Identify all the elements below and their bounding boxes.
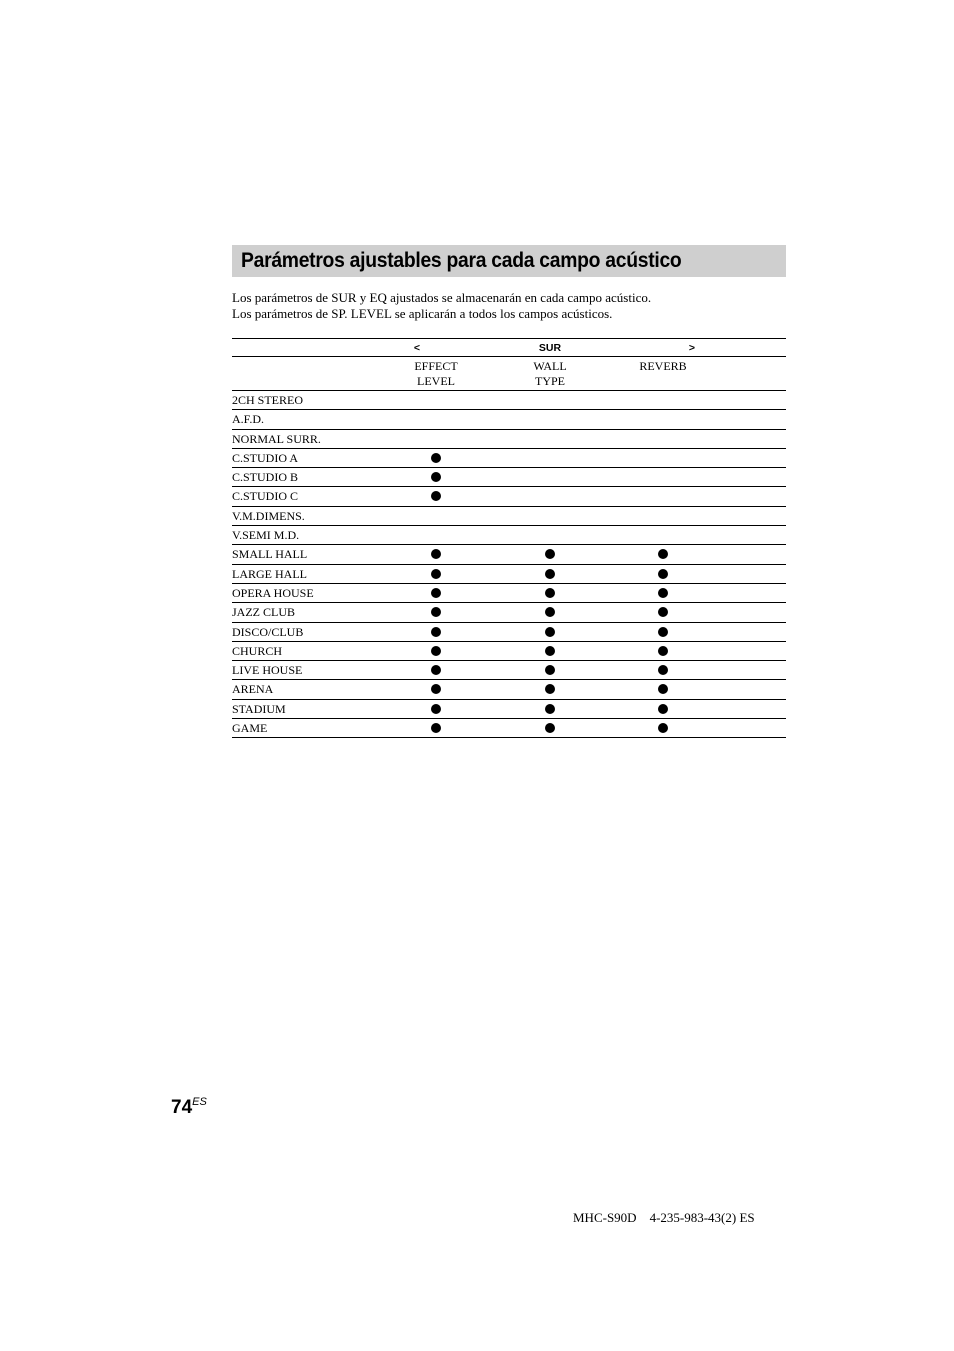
adjustable-dot-icon xyxy=(658,588,668,598)
adjustable-dot-icon xyxy=(658,684,668,694)
column-header-line: WALL xyxy=(533,359,567,373)
sound-field-label: STADIUM xyxy=(232,701,286,716)
intro-text xyxy=(232,290,651,322)
adjustable-dot-icon xyxy=(431,684,441,694)
table-row xyxy=(232,565,786,584)
table-row xyxy=(232,719,786,738)
table-row xyxy=(232,468,786,487)
table-row xyxy=(232,430,786,449)
adjustable-dot-icon xyxy=(545,684,555,694)
adjustable-dot-icon xyxy=(431,607,441,617)
adjustable-dot-icon xyxy=(431,472,441,482)
adjustable-dot-icon xyxy=(431,665,441,675)
table-row xyxy=(232,661,786,680)
sound-field-label: A.F.D. xyxy=(232,412,265,427)
adjustable-dot-icon xyxy=(658,646,668,656)
sound-field-label: CHURCH xyxy=(232,643,283,658)
table-row xyxy=(232,584,786,603)
table-body xyxy=(232,391,786,738)
adjustable-dot-icon xyxy=(431,569,441,579)
adjustable-dot-icon xyxy=(658,704,668,714)
sound-field-label: LIVE HOUSE xyxy=(232,663,303,678)
section-title: Parámetros ajustables para cada campo acústico xyxy=(241,249,682,272)
table-row xyxy=(232,603,786,622)
sound-field-label: ARENA xyxy=(232,682,274,697)
column-header-line: REVERB xyxy=(639,359,687,373)
table-row xyxy=(232,642,786,661)
intro-line: Los parámetros de SP. LEVEL se aplicarán a todos los campos acústicos. xyxy=(232,306,613,321)
adjustable-dot-icon xyxy=(658,665,668,675)
table-row xyxy=(232,487,786,506)
sur-group-header xyxy=(232,339,786,357)
adjustable-dot-icon xyxy=(545,549,555,559)
sound-field-label: LARGE HALL xyxy=(232,566,307,581)
adjustable-dot-icon xyxy=(658,607,668,617)
adjustable-dot-icon xyxy=(545,665,555,675)
adjustable-dot-icon xyxy=(658,549,668,559)
adjustable-dot-icon xyxy=(431,704,441,714)
table-row xyxy=(232,449,786,468)
sound-field-label: C.STUDIO B xyxy=(232,470,299,485)
table-row xyxy=(232,680,786,699)
adjustable-dot-icon xyxy=(431,491,441,501)
sound-field-label: JAZZ CLUB xyxy=(232,605,295,620)
adjustable-dot-icon xyxy=(545,569,555,579)
column-header-line: LEVEL xyxy=(417,374,455,388)
table-row xyxy=(232,507,786,526)
adjustable-dot-icon xyxy=(431,627,441,637)
sound-field-label: GAME xyxy=(232,721,268,736)
sound-field-label: V.SEMI M.D. xyxy=(232,528,300,543)
column-header-wall-type xyxy=(533,359,566,389)
page-number xyxy=(171,1097,207,1119)
group-left-bracket: < xyxy=(413,342,421,354)
adjustable-dot-icon xyxy=(658,723,668,733)
column-header-effect-level xyxy=(414,359,457,389)
section-heading xyxy=(232,245,786,277)
sound-field-label: 2CH STEREO xyxy=(232,393,304,407)
adjustable-dot-icon xyxy=(545,723,555,733)
adjustable-dot-icon xyxy=(431,646,441,656)
table-row xyxy=(232,700,786,719)
adjustable-dot-icon xyxy=(658,627,668,637)
adjustable-dot-icon xyxy=(431,723,441,733)
adjustable-dot-icon xyxy=(545,646,555,656)
sound-field-label: OPERA HOUSE xyxy=(232,585,314,600)
table-row xyxy=(232,526,786,545)
page-number-suffix: ES xyxy=(192,1096,207,1108)
footer-model-code: MHC-S90D 4-235-983-43(2) ES xyxy=(573,1210,755,1225)
page-number-value: 74 xyxy=(171,1097,193,1118)
table-row xyxy=(232,391,786,410)
column-header-line: EFFECT xyxy=(414,359,458,373)
sound-field-label: NORMAL SURR. xyxy=(232,431,321,446)
table-row xyxy=(232,410,786,429)
column-header-reverb xyxy=(639,359,686,374)
column-header-line: TYPE xyxy=(534,374,565,388)
parameters-table xyxy=(232,338,786,738)
sound-field-label: C.STUDIO A xyxy=(232,450,299,465)
sound-field-label: SMALL HALL xyxy=(232,547,308,562)
sound-field-label: V.M.DIMENS. xyxy=(232,508,305,523)
group-right-bracket: > xyxy=(688,342,696,354)
intro-line: Los parámetros de SUR y EQ ajustados se almacenarán en cada campo acústico. xyxy=(232,290,652,305)
table-row xyxy=(232,545,786,564)
table-row xyxy=(232,623,786,642)
adjustable-dot-icon xyxy=(658,569,668,579)
group-label: SUR xyxy=(538,342,562,354)
sound-field-label: C.STUDIO C xyxy=(232,489,299,504)
adjustable-dot-icon xyxy=(431,453,441,463)
sound-field-label: DISCO/CLUB xyxy=(232,624,304,639)
adjustable-dot-icon xyxy=(431,588,441,598)
adjustable-dot-icon xyxy=(545,588,555,598)
adjustable-dot-icon xyxy=(545,607,555,617)
column-header-row xyxy=(232,357,786,391)
adjustable-dot-icon xyxy=(431,549,441,559)
adjustable-dot-icon xyxy=(545,627,555,637)
adjustable-dot-icon xyxy=(545,704,555,714)
